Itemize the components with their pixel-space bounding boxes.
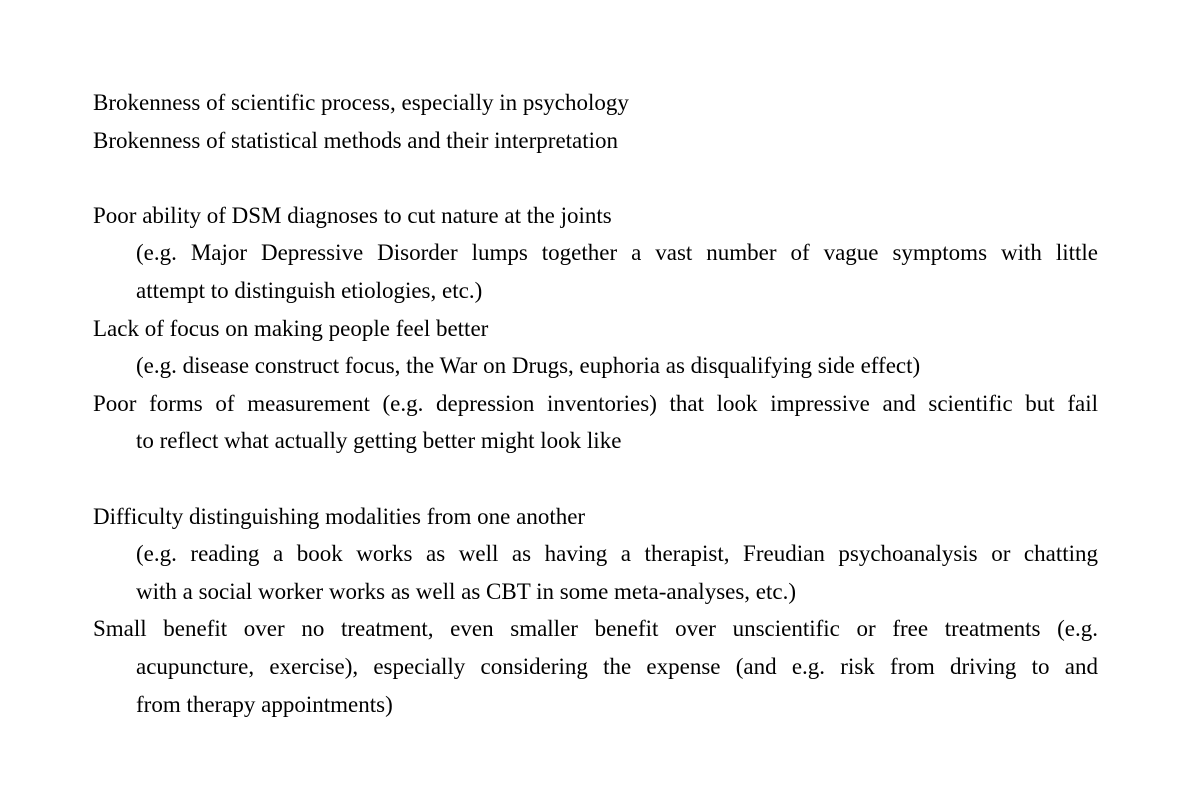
- text-line: (e.g. disease construct focus, the War on Drugs, euphoria as disqualifying side effect): [136, 353, 921, 379]
- blank-line: [93, 460, 1098, 498]
- text-line: Brokenness of statistical methods and their interpretation: [93, 127, 619, 153]
- text-line: Poor ability of DSM diagnoses to cut nature at the joints: [93, 202, 612, 228]
- text-line: from therapy appointments): [136, 691, 393, 717]
- document-page: [93, 84, 1098, 723]
- blank-line: [93, 159, 1098, 197]
- text-line: (e.g. Major Depressive Disorder lumps together a vast number of vague symptoms with little: [136, 240, 1098, 266]
- text-line: Poor forms of measurement (e.g. depression inventories) that look impressive and scientific but fail: [93, 390, 1098, 416]
- text-line: Difficulty distinguishing modalities from one another: [93, 503, 586, 529]
- text-line: with a social worker works as well as CBT in some meta-analyses, etc.): [136, 578, 797, 604]
- text-line: Brokenness of scientific process, especially in psychology: [93, 90, 629, 115]
- text-line: attempt to distinguish etiologies, etc.): [136, 277, 483, 303]
- text-line: acupuncture, exercise), especially considering the expense (and e.g. risk from driving to and: [136, 653, 1098, 679]
- text-line: Lack of focus on making people feel better: [93, 315, 489, 341]
- text-line: to reflect what actually getting better might look like: [136, 428, 622, 454]
- text-line: (e.g. reading a book works as well as having a therapist, Freudian psychoanalysis or chatting: [136, 541, 1098, 567]
- text-line: Small benefit over no treatment, even smaller benefit over unscientific or free treatments (e.g.: [93, 616, 1098, 642]
